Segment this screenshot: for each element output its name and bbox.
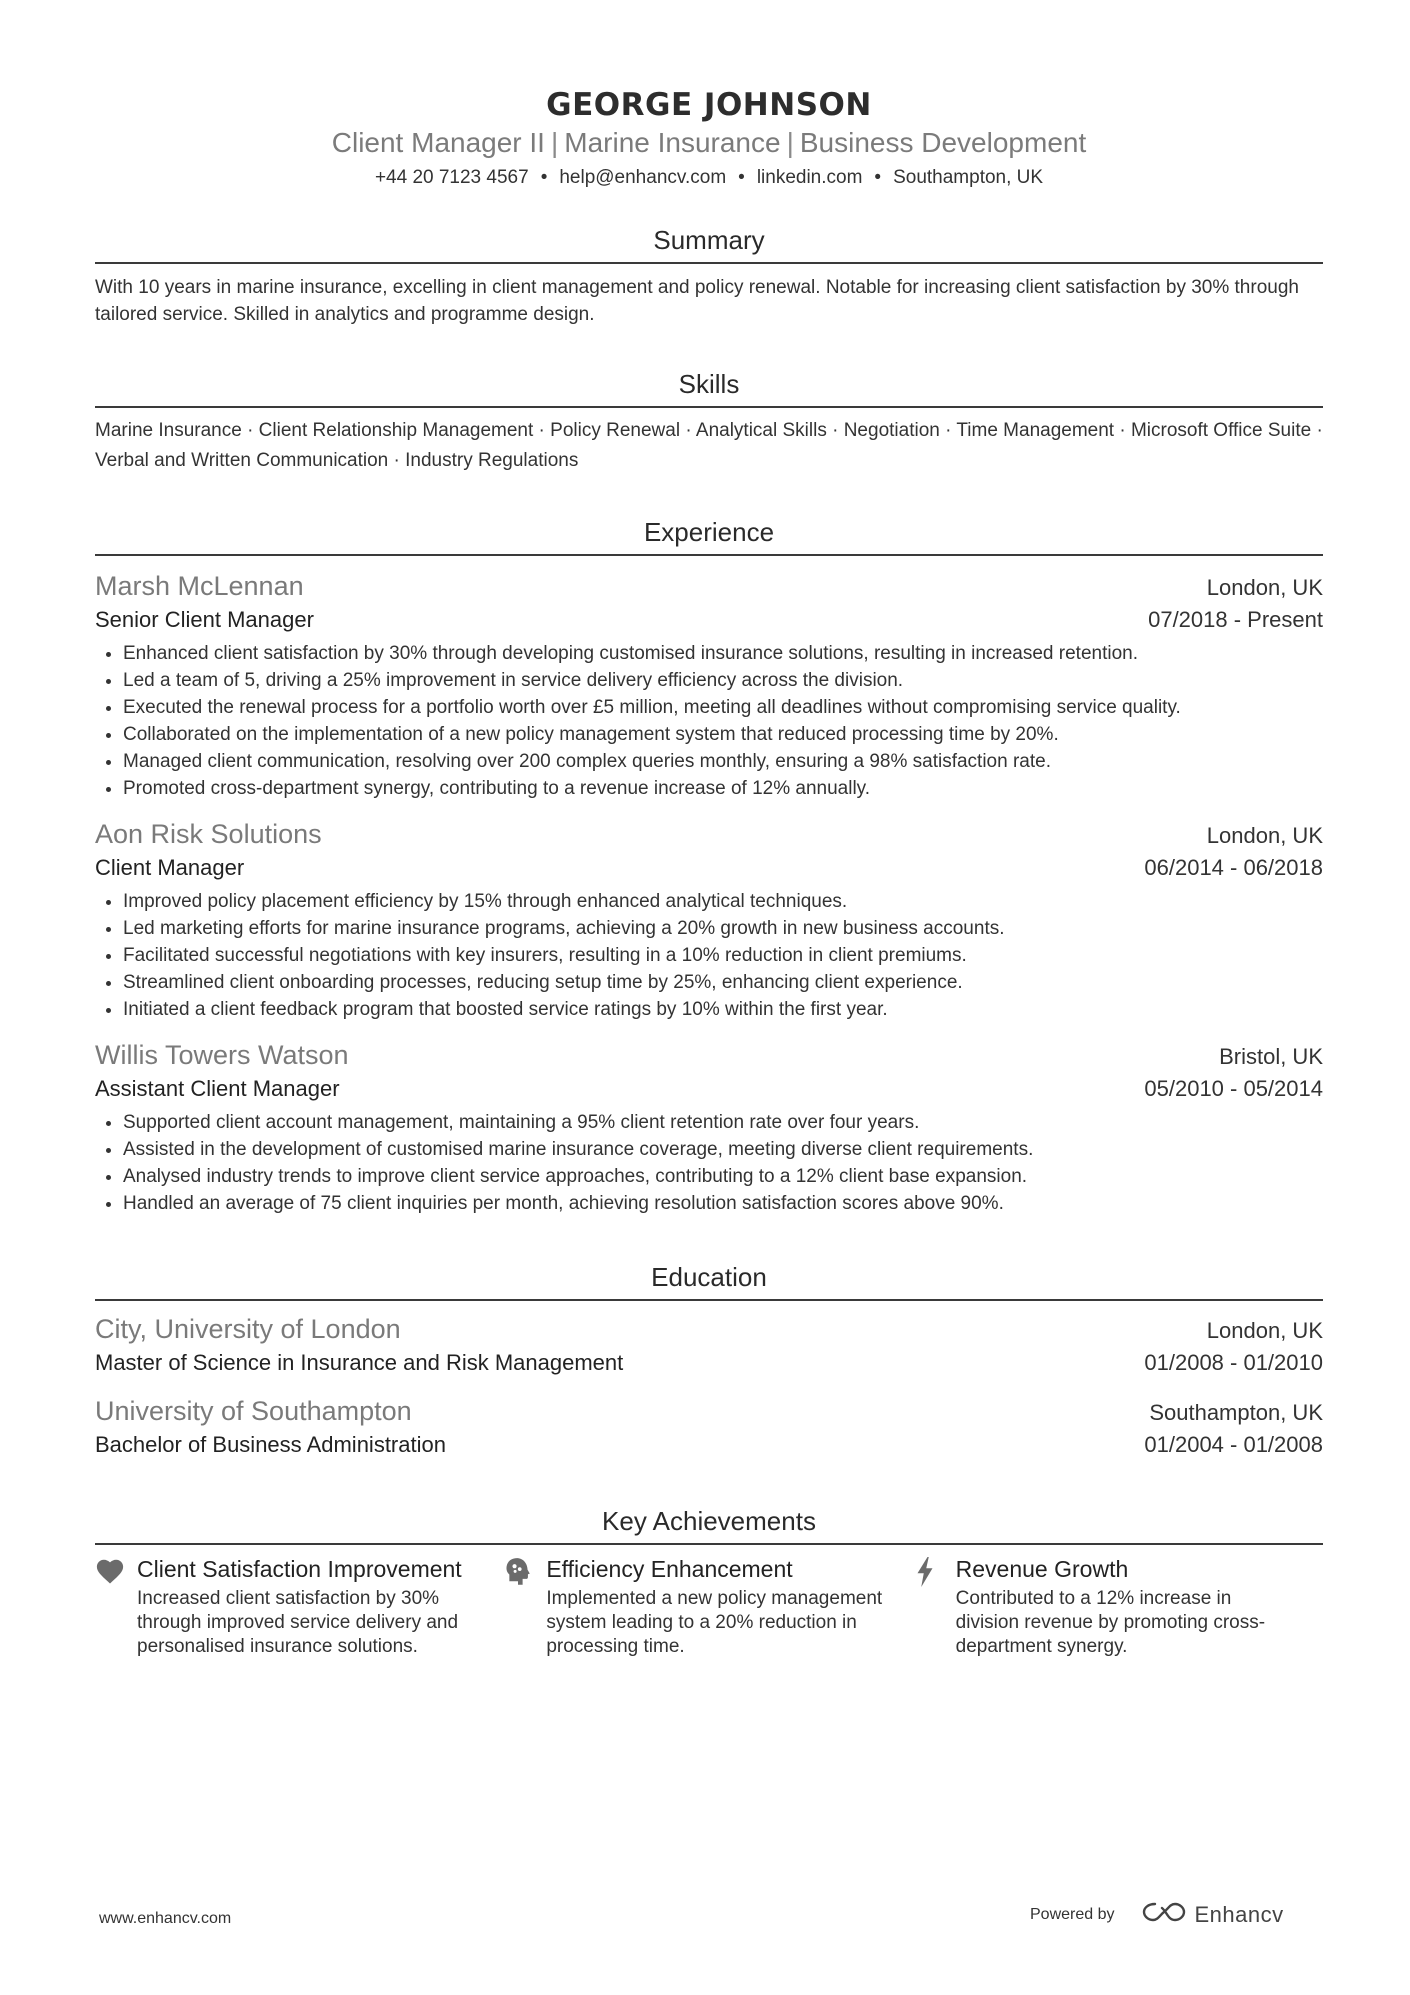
footer-website[interactable]: www.enhancv.com <box>99 1910 232 1927</box>
bullet-item: • Enhanced client satisfaction by 30% through developing customised insurance solutions, resulting in increased retention. <box>123 640 1323 667</box>
experience-entry <box>95 816 1323 1023</box>
section-title-experience: Experience <box>95 516 1323 556</box>
experience-section <box>95 516 1323 1217</box>
school-location: London, UK <box>1206 1318 1323 1343</box>
contact-location: Southampton, UK <box>893 167 1044 188</box>
education-dates: 01/2004 - 01/2008 <box>1144 1432 1323 1457</box>
summary-section <box>95 224 1323 328</box>
summary-text: With 10 years in marine insurance, excelling in client management and policy renewal. Notable for increasing client satisfaction by 30% through tailored service. Skilled in analytics and programme design. <box>95 277 1299 325</box>
education-entry <box>95 1393 1323 1461</box>
achievement-description: Contributed to a 12% increase in division revenue by promoting cross-department synergy. <box>955 1588 1266 1657</box>
powered-by-label: Powered by <box>1030 1905 1115 1923</box>
job-dates: 06/2014 - 06/2018 <box>1144 855 1323 880</box>
job-location: London, UK <box>1206 823 1323 848</box>
bullet-item: • Handled an average of 75 client inquiries per month, achieving resolution satisfaction scores above 90%. <box>123 1190 1323 1217</box>
bullet-item: • Promoted cross-department synergy, contributing to a revenue increase of 12% annually. <box>123 775 1323 802</box>
section-title-achievements: Key Achievements <box>95 1505 1323 1545</box>
heart-icon <box>95 1553 137 1659</box>
bullet-item: • Streamlined client onboarding processes, reducing setup time by 25%, enhancing client experience. <box>123 969 1323 996</box>
contact-linkedin[interactable]: linkedin.com <box>756 167 863 188</box>
brand-name: Enhancv <box>1194 1901 1284 1927</box>
school-name: University of Southampton <box>95 1396 412 1426</box>
headline <box>95 126 1323 160</box>
job-dates: 07/2018 - Present <box>1148 607 1323 632</box>
bullet-item: • Managed client communication, resolving over 200 complex queries monthly, ensuring a 98% satisfaction rate. <box>123 748 1323 775</box>
education-section <box>95 1261 1323 1461</box>
contact-separator: • <box>540 167 548 188</box>
bullet-item: • Led marketing efforts for marine insurance programs, achieving a 20% growth in new business accounts. <box>123 915 1323 942</box>
job-bullets <box>95 888 1323 1023</box>
experience-entry <box>95 568 1323 802</box>
bullet-item: • Improved policy placement efficiency by 15% through enhanced analytical techniques. <box>123 888 1323 915</box>
job-bullets <box>95 1109 1323 1217</box>
company-name: Willis Towers Watson <box>95 1040 349 1070</box>
bullet-item: • Collaborated on the implementation of a new policy management system that reduced processing time by 20%. <box>123 721 1323 748</box>
bullet-item: • Analysed industry trends to improve client service approaches, contributing to a 12% client base expansion. <box>123 1163 1323 1190</box>
headline-part: Client Manager II <box>331 127 545 158</box>
job-title: Assistant Client Manager <box>95 1076 340 1101</box>
achievement-item <box>914 1553 1323 1659</box>
school-name: City, University of London <box>95 1314 401 1344</box>
education-entry <box>95 1311 1323 1379</box>
headline-part: Business Development <box>799 127 1087 158</box>
brain-icon <box>504 1553 546 1659</box>
headline-part: Marine Insurance <box>564 127 781 158</box>
job-bullets <box>95 640 1323 802</box>
contact-separator: • <box>738 167 745 188</box>
bullet-item: • Executed the renewal process for a portfolio worth over £5 million, meeting all deadlines without compromising service quality. <box>123 694 1323 721</box>
job-title: Senior Client Manager <box>95 607 314 632</box>
achievement-description: Increased client satisfaction by 30% through improved service delivery and personalised insurance solutions. <box>137 1588 459 1657</box>
job-location: Bristol, UK <box>1219 1044 1323 1069</box>
section-title-skills: Skills <box>95 368 1323 408</box>
job-location: London, UK <box>1206 575 1323 600</box>
degree-name: Bachelor of Business Administration <box>95 1432 446 1457</box>
job-title: Client Manager <box>95 855 245 880</box>
achievement-description: Implemented a new policy management system leading to a 20% reduction in processing time. <box>546 1588 883 1657</box>
company-name: Aon Risk Solutions <box>95 819 322 849</box>
bullet-item: • Led a team of 5, driving a 25% improvement in service delivery efficiency across the division. <box>123 667 1323 694</box>
bullet-item: • Supported client account management, maintaining a 95% client retention rate over four years. <box>123 1109 1323 1136</box>
job-dates: 05/2010 - 05/2014 <box>1144 1076 1323 1101</box>
contact-line <box>95 166 1323 190</box>
achievement-title: Revenue Growth <box>955 1556 1129 1582</box>
contact-email[interactable]: help@enhancv.com <box>559 167 727 188</box>
bullet-item: • Initiated a client feedback program that boosted service ratings by 10% within the first year. <box>123 996 1323 1023</box>
school-location: Southampton, UK <box>1149 1400 1323 1425</box>
section-title-summary: Summary <box>95 224 1323 264</box>
candidate-name: GEORGE JOHNSON <box>546 87 872 123</box>
headline-separator: | <box>786 127 794 158</box>
achievements-section <box>95 1505 1323 1659</box>
bullet-item: • Facilitated successful negotiations with key insurers, resulting in a 10% reduction in client premiums. <box>123 942 1323 969</box>
achievement-title: Efficiency Enhancement <box>546 1556 793 1582</box>
degree-name: Master of Science in Insurance and Risk Management <box>95 1350 624 1375</box>
education-dates: 01/2008 - 01/2010 <box>1144 1350 1323 1375</box>
company-name: Marsh McLennan <box>95 571 304 601</box>
achievement-item <box>95 1553 504 1659</box>
lightning-icon <box>914 1553 956 1659</box>
contact-separator: • <box>874 167 882 188</box>
bullet-item: • Assisted in the development of customised marine insurance coverage, meeting diverse client requirements. <box>123 1136 1323 1163</box>
resume-page <box>95 0 1323 1659</box>
contact-phone[interactable]: +44 20 7123 4567 <box>374 167 529 188</box>
achievement-item <box>504 1553 913 1659</box>
experience-entry <box>95 1037 1323 1217</box>
achievement-title: Client Satisfaction Improvement <box>137 1556 462 1582</box>
enhancv-logo-icon <box>1141 1900 1187 1929</box>
skills-section <box>95 368 1323 476</box>
skills-list: Marine Insurance · Client Relationship Management · Policy Renewal · Analytical Skills · Negotiation · Time Management · Microsoft Office Suite · Verbal and Written Communication · Industry Regulations <box>95 420 1323 471</box>
achievements-grid <box>95 1553 1323 1659</box>
headline-separator: | <box>550 127 559 158</box>
footer-branding <box>1030 1900 1284 1929</box>
section-title-education: Education <box>95 1261 1323 1301</box>
resume-header <box>95 0 1323 190</box>
